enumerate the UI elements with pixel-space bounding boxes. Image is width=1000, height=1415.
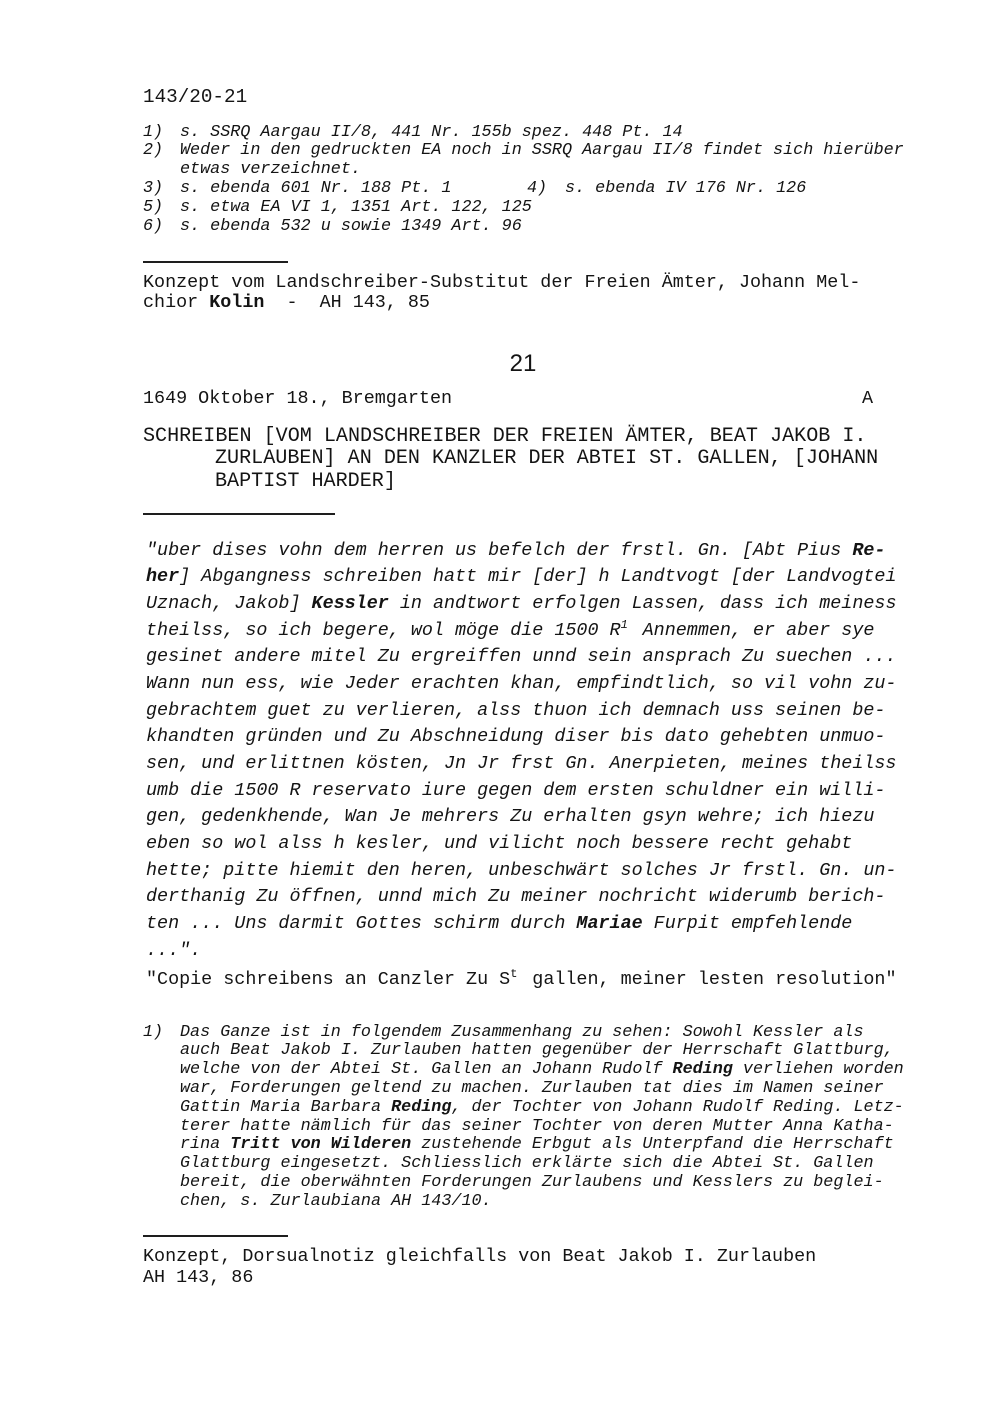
- quote-text: ten ... Uns darmit Gottes schirm durch: [146, 913, 577, 935]
- quote-bold-name: her: [146, 566, 180, 588]
- source-note-text: chior: [143, 291, 210, 313]
- quote-text: Uznach, Jakob]: [146, 593, 312, 615]
- footnote-number: 1): [143, 122, 164, 142]
- quote-line: gebrachtem guet zu verlieren, alss thuon ich demnach uss seinen be-: [146, 699, 886, 721]
- entry-date-line: [143, 389, 903, 409]
- footnote-item: [143, 199, 943, 218]
- footnote-item: [143, 1024, 943, 1212]
- superscript-letter: t: [510, 967, 518, 981]
- footnote-text: Gattin Maria Barbara: [180, 1097, 392, 1117]
- footnote-text: , der Tochter von Johann Rudolf Reding. Letz-: [451, 1097, 904, 1117]
- footnote-number: 6): [143, 217, 164, 237]
- footnote-text: zustehende Erbgut als Unterpfand die Herrschaft: [411, 1135, 894, 1155]
- quote-line: [146, 564, 896, 591]
- footnote-number: 4): [527, 179, 548, 199]
- footnote-text-line: war, Forderungen geltend zu machen. Zurlauben tat dies im Namen seiner: [180, 1078, 884, 1098]
- entry-number: 21: [509, 350, 537, 377]
- entry-footnotes: [143, 1024, 943, 1212]
- entry-type-code: A: [862, 388, 874, 409]
- footnote-item: [143, 218, 943, 237]
- footnote-bold-name: Tritt von Wilderen: [230, 1135, 412, 1155]
- footnote-text-line: bereit, die oberwähnten Forderungen Zurlaubens und Kesslers zu beglei-: [180, 1172, 884, 1192]
- quote-text: theilss, so ich begere, wol möge die 1500 R: [146, 619, 621, 641]
- dorsal-copy-note: [146, 967, 897, 990]
- source-note-line: [143, 293, 860, 313]
- previous-entry-source-note: [143, 273, 860, 312]
- footnote-text-line: [180, 1099, 943, 1118]
- quote-line: [146, 591, 896, 618]
- quote-bold-name: Re-: [852, 539, 886, 561]
- footnote-item: [143, 142, 943, 180]
- footnote-text-line: [180, 1136, 943, 1155]
- footnote-text-line: terer hatte nämlich für das seiner Tochter von deren Mutter Anna Katha-: [180, 1116, 894, 1136]
- footnote-text-line: Das Ganze ist in folgendem Zusammenhang zu sehen: Sowohl Kessler als: [180, 1022, 864, 1042]
- archive-reference: - AH 143, 85: [264, 291, 430, 313]
- footnote-number: 5): [143, 198, 164, 218]
- copy-note-text: gallen, meiner lesten resolution": [521, 969, 897, 990]
- entry-title-line: BAPTIST HARDER]: [215, 469, 396, 493]
- separator-rule: [143, 513, 335, 515]
- copy-note-text: "Copie schreibens an Canzler Zu S: [146, 969, 511, 990]
- quote-line: [146, 911, 896, 938]
- footnote-number: 3): [143, 179, 164, 199]
- footnote-text-line: s. etwa EA VI 1, 1351 Art. 122, 125: [180, 198, 532, 218]
- footnote-item: [143, 124, 943, 143]
- entry-title-line: ZURLAUBEN] AN DEN KANZLER DER ABTEI ST. GALLEN, [JOHANN: [215, 447, 879, 471]
- footnote-text-line: auch Beat Jakob I. Zurlauben hatten gegenüber der Herrschaft Glattburg,: [180, 1041, 894, 1061]
- quote-line: [146, 618, 896, 645]
- footnote-text: rina: [180, 1135, 231, 1155]
- quote-text: "uber dises vohn dem herren us befelch der frstl. Gn. [Abt Pius: [146, 539, 853, 561]
- entry-date-place: 1649 Oktober 18., Bremgarten: [143, 388, 453, 409]
- footnote-number: 2): [143, 141, 164, 161]
- archive-reference: AH 143, 86: [143, 1266, 254, 1288]
- quote-text: ] Abgangness schreiben hatt mir [der] h Landtvogt [der Landvogtei: [179, 566, 897, 588]
- footnote-text-line: s. ebenda IV 176 Nr. 126: [565, 179, 807, 199]
- footnote-number: 1): [143, 1022, 164, 1042]
- letter-quote: [146, 538, 896, 965]
- footnote-marker: 1: [620, 617, 628, 632]
- footnote-text-line: s. ebenda 532 u sowie 1349 Art. 96: [180, 217, 522, 237]
- separator-rule: [143, 1235, 288, 1237]
- quote-line: umb die 1500 R reservato iure gegen dem ersten schuldner ein willi-: [146, 779, 886, 801]
- footnote-text-line: s. ebenda 601 Nr. 188 Pt. 1: [180, 179, 452, 199]
- quote-line: sen, und erlittnen kösten, Jn Jr frst Gn. Anerpieten, meines theilss: [146, 753, 897, 775]
- source-note-line: Konzept vom Landschreiber-Substitut der Freien Ämter, Johann Mel-: [143, 272, 861, 293]
- quote-line: [146, 538, 896, 565]
- page-reference: 143/20-21: [143, 86, 248, 108]
- entry-title: [143, 426, 878, 494]
- footnote-bold-name: Reding: [391, 1097, 452, 1117]
- quote-text: Furpit empfehlende: [642, 913, 853, 935]
- quote-line: khandten gründen und Zu Abschneidung diser bis dato gehebten unmuo-: [146, 726, 886, 748]
- quote-line: derthanig Zu öffnen, unnd mich Zu meiner nochricht widerumb berich-: [146, 886, 886, 908]
- footnote-text-line: etwas verzeichnet.: [180, 160, 361, 180]
- entry-title-line: SCHREIBEN [VOM LANDSCHREIBER DER FREIEN ÄMTER, BEAT JAKOB I.: [143, 424, 867, 448]
- scribe-name-bold: Kolin: [209, 291, 265, 313]
- quote-line: gesinet andere mitel Zu ergreiffen unnd sein ansprach Zu suechen ...: [146, 646, 897, 668]
- footnote-text-line: s. SSRQ Aargau II/8, 441 Nr. 155b spez. 448 Pt. 14: [180, 122, 683, 142]
- quote-bold-name: Kessler: [311, 593, 389, 615]
- footnote-text-line: Weder in den gedruckten EA noch in SSRQ Aargau II/8 findet sich hierüber: [180, 141, 904, 161]
- quote-line: gen, gedenkhende, Wan Je mehrers Zu erhalten gsyn wehre; ich hiezu: [146, 806, 875, 828]
- footnote-bold-name: Reding: [672, 1060, 733, 1080]
- footnote-text-line: chen, s. Zurlaubiana AH 143/10.: [180, 1191, 492, 1211]
- footnote-text: welche von der Abtei St. Gallen an Johann Rudolf: [180, 1060, 673, 1080]
- quote-text: Annemmen, er aber sye: [631, 619, 875, 641]
- quote-line: eben so wol alss h kesler, und vilicht noch bessere recht gehabt: [146, 833, 853, 855]
- entry-source-note: [143, 1246, 816, 1288]
- separator-rule: [143, 261, 288, 263]
- quote-line: ...".: [146, 939, 202, 961]
- quote-line: hette; pitte hiemit den heren, unbeschwärt solches Jr frstl. Gn. un-: [146, 859, 897, 881]
- previous-entry-footnotes: [143, 124, 943, 237]
- quote-text: in andtwort erfolgen Lassen, dass ich meiness: [388, 593, 897, 615]
- footnote-text-line: [180, 1061, 943, 1080]
- footnote-text: verliehen worden: [732, 1060, 904, 1080]
- footnote-text-line: Glattburg eingesetzt. Schliesslich erklärte sich die Abtei St. Gallen: [180, 1154, 874, 1174]
- quote-bold-name: Mariae: [576, 913, 643, 935]
- source-note-line: Konzept, Dorsualnotiz gleichfalls von Beat Jakob I. Zurlauben: [143, 1245, 817, 1267]
- quote-line: Wann nun ess, wie Jeder erachten khan, empfindtlich, so vil vohn zu-: [146, 673, 897, 695]
- footnote-item-pair: [143, 180, 943, 199]
